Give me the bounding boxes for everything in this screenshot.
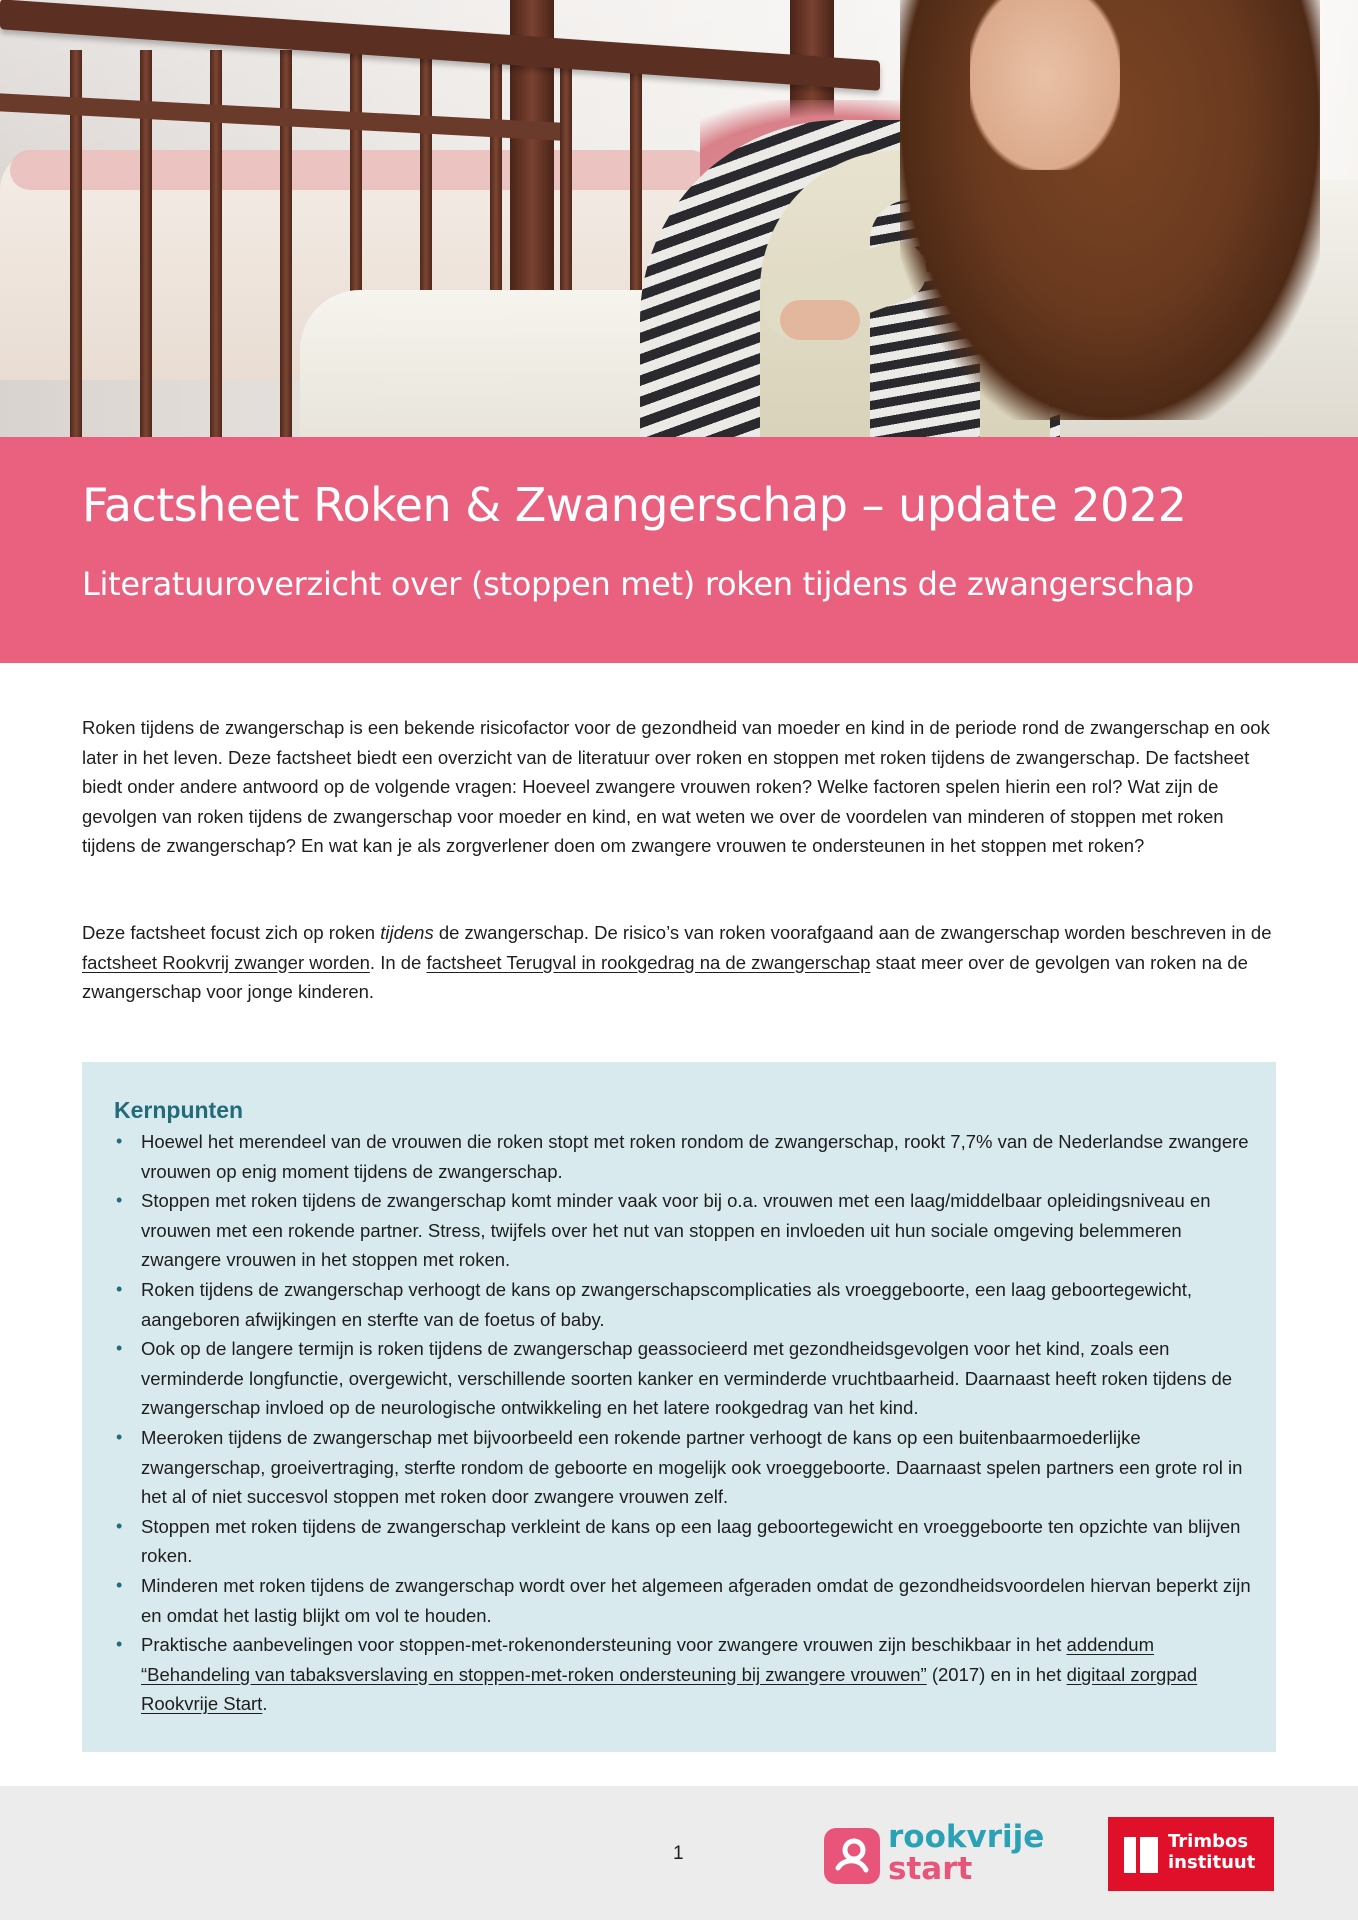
bullet-icon: • bbox=[116, 1515, 123, 1536]
page-number: 1 bbox=[673, 1843, 684, 1864]
list-item-text-b: (2017) en in het bbox=[926, 1663, 1067, 1685]
list-item bbox=[114, 1275, 1254, 1334]
link-addendum[interactable]: addendum “Behandeling van tabaksverslaving en stoppen-met-roken ondersteuning bij zwangere vrouwen” bbox=[141, 1634, 1154, 1685]
list-item bbox=[114, 1127, 1254, 1186]
list-item-text: Meeroken tijdens de zwangerschap met bijvoorbeeld een rokende partner verhoogt de kans op een buitenbaarmoederlijke zwangerschap, groeivertraging, sterfte rondom de geboorte en mogelijk ook vroeggeboorte. Daarnaast spelen partners een grote rol in het al of niet succesvol stoppen met roken door zwangere vrouwen zelf. bbox=[141, 1426, 1243, 1508]
title-banner bbox=[0, 437, 1358, 663]
list-item bbox=[114, 1512, 1254, 1571]
kernpunten-list bbox=[114, 1127, 1254, 1719]
rookvrije-start-logo bbox=[824, 1819, 1054, 1890]
start-logo-text: start bbox=[888, 1851, 973, 1887]
hero-face bbox=[970, 0, 1120, 170]
list-item-text: Roken tijdens de zwangerschap verhoogt de kans op zwangerschapscomplicaties als vroeggeboorte, een laag geboortegewicht, aangeboren afwijkingen en sterfte van de foetus of baby. bbox=[141, 1278, 1193, 1330]
focus-text-d: staat meer over de gevolgen van roken na de zwangerschap voor jonge kinderen. bbox=[82, 951, 1248, 1003]
link-zorgpad-rookvrije-start[interactable]: digitaal zorgpad Rookvrije Start bbox=[141, 1663, 1198, 1715]
trimbos-logo-text bbox=[1168, 1831, 1255, 1873]
list-item bbox=[114, 1186, 1254, 1275]
focus-text-c: . In de bbox=[369, 951, 427, 973]
trimbos-line1: Trimbos bbox=[1168, 1831, 1249, 1852]
rookvrije-start-icon bbox=[824, 1828, 880, 1884]
rookvrije-logo-text: rookvrije bbox=[888, 1819, 1045, 1855]
list-item-text: Stoppen met roken tijdens de zwangerschap komt minder vaak voor bij o.a. vrouwen met een laag/middelbaar opleidingsniveau en vrouwen met een rokende partner. Stress, twijfels over het nut van stoppen en invloeden uit hun sociale omgeving belemmeren zwangere vrouwen in het stoppen met roken. bbox=[141, 1190, 1211, 1271]
bullet-icon: • bbox=[116, 1338, 123, 1359]
list-item bbox=[114, 1571, 1254, 1630]
bullet-icon: • bbox=[116, 1426, 123, 1447]
bullet-icon: • bbox=[116, 1634, 123, 1655]
list-item bbox=[114, 1423, 1254, 1512]
list-item-text: Ook op de langere termijn is roken tijdens de zwangerschap geassocieerd met gezondheidsgevolgen voor het kind, zoals een verminderde longfunctie, overgewicht, verschillende soorten kanker en verminderde vruchtbaarheid. Daarnaast heeft roken tijdens de zwangerschap invloed op de neurologische ontwikkeling en het latere rookgedrag van het kind. bbox=[141, 1338, 1233, 1419]
focus-text-emphasis: tijdens bbox=[380, 922, 434, 943]
bullet-icon: • bbox=[116, 1131, 123, 1151]
link-factsheet-terugval[interactable]: factsheet Terugval in rookgedrag na de zwangerschap bbox=[426, 951, 871, 973]
list-item-text: Minderen met roken tijdens de zwangerschap wordt over het algemeen afgeraden omdat de gezondheidsvoordelen hiervan beperkt zijn en omdat het lastig blijkt om vol te houden. bbox=[141, 1574, 1251, 1626]
focus-paragraph bbox=[82, 918, 1272, 1007]
kernpunten-title: Kernpunten bbox=[114, 1097, 244, 1123]
hero-photo bbox=[0, 0, 1358, 437]
focus-text-b: de zwangerschap. De risico’s van roken voorafgaand aan de zwangerschap worden beschreven in de bbox=[433, 922, 1272, 943]
link-factsheet-rookvrij-zwanger[interactable]: factsheet Rookvrij zwanger worden bbox=[82, 951, 370, 973]
trimbos-instituut-logo bbox=[1108, 1817, 1274, 1891]
bullet-icon: • bbox=[116, 1190, 123, 1211]
page-title: Factsheet Roken & Zwangerschap – update 2022 bbox=[82, 478, 1187, 532]
bullet-icon: • bbox=[116, 1278, 123, 1299]
list-item bbox=[114, 1334, 1254, 1423]
list-item-text: Stoppen met roken tijdens de zwangerschap verkleint de kans op een laag geboortegewicht en vroeggeboorte ten opzichte van blijven roken. bbox=[141, 1515, 1241, 1567]
list-item-text-a: Praktische aanbevelingen voor stoppen-met-rokenondersteuning voor zwangere vrouwen zijn beschikbaar in het bbox=[141, 1634, 1067, 1656]
trimbos-mark-icon bbox=[1124, 1837, 1136, 1873]
list-item-text-c: . bbox=[262, 1693, 268, 1715]
bullet-icon: • bbox=[116, 1574, 123, 1595]
hero-hand bbox=[780, 300, 860, 340]
list-item bbox=[114, 1630, 1254, 1719]
trimbos-mark-icon bbox=[1140, 1837, 1158, 1873]
intro-paragraph: Roken tijdens de zwangerschap is een bekende risicofactor voor de gezondheid van moeder en kind in de periode rond de zwangerschap en ook later in het leven. Deze factsheet biedt een overzicht van de literatuur over roken en stoppen met roken tijdens de zwangerschap. De factsheet biedt onder andere antwoord op de volgende vragen: Hoeveel zwangere vrouwen roken? Welke factoren spelen hierin een rol? Wat zijn de gevolgen van roken tijdens de zwangerschap voor moeder en kind, en wat weten we over de voordelen van minderen of stoppen met roken tijdens de zwangerschap? En wat kan je als zorgverlener doen om zwangere vrouwen te ondersteunen in het stoppen met roken? bbox=[82, 717, 1270, 857]
focus-text-a: Deze factsheet focust zich op roken bbox=[82, 922, 381, 943]
trimbos-line2: instituut bbox=[1168, 1852, 1256, 1873]
page-subtitle: Literatuuroverzicht over (stoppen met) roken tijdens de zwangerschap bbox=[82, 565, 1194, 603]
list-item-text: Hoewel het merendeel van de vrouwen die roken stopt met roken rondom de zwangerschap, rookt 7,7% van de Nederlandse zwangere vrouwen op enig moment tijdens de zwangerschap. bbox=[141, 1131, 1249, 1182]
